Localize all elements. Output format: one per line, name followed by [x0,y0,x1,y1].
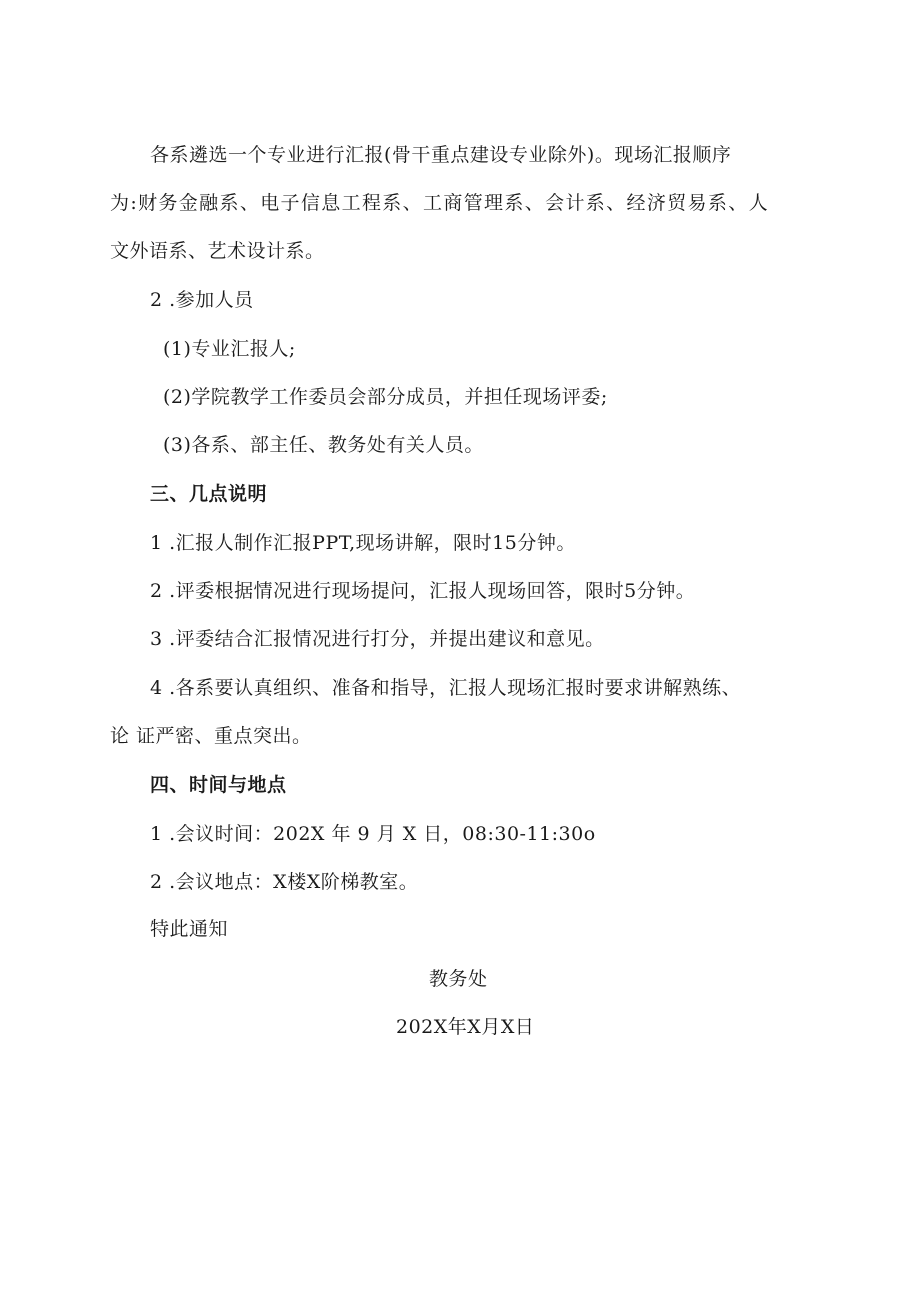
intro-line-1: 各系遴选一个专业进行汇报(骨干重点建设专业除外)。现场汇报顺序 [150,144,732,166]
section-4-heading: 四、时间与地点 [150,774,287,796]
note-item: 2 .评委根据情况进行现场提问，汇报人现场回答，限时5分钟。 [150,580,696,602]
note-item: 3 .评委结合汇报情况进行打分，并提出建议和意见。 [150,628,605,650]
note-4-line-2: 论 证严密、重点突出。 [110,725,312,747]
closing-text: 特此通知 [150,918,229,940]
intro-line-3: 文外语系、艺术设计系。 [110,240,325,262]
participants-heading: 2 .参加人员 [150,289,254,311]
time-place-item: 2 .会议地点：X楼X阶梯教室。 [150,871,419,893]
note-item: 1 .汇报人制作汇报PPT,现场讲解，限时15分钟。 [150,532,576,554]
participant-item: (3)各系、部主任、教务处有关人员。 [163,434,484,456]
section-3-heading: 三、几点说明 [150,483,268,505]
signature-org: 教务处 [429,968,488,990]
signature-date: 202X年X月X日 [396,1016,535,1038]
participant-item: (1)专业汇报人; [163,338,296,360]
participant-item: (2)学院教学工作委员会部分成员，并担任现场评委; [163,386,608,408]
intro-line-2: 为:财务金融系、电子信息工程系、工商管理系、会计系、经济贸易系、人 [110,192,769,214]
time-place-item: 1 .会议时间：202X 年 9 月 X 日，08:30-11:30o [150,823,596,845]
note-4-line-1: 4 .各系要认真组织、准备和指导，汇报人现场汇报时要求讲解熟练、 [150,677,742,699]
